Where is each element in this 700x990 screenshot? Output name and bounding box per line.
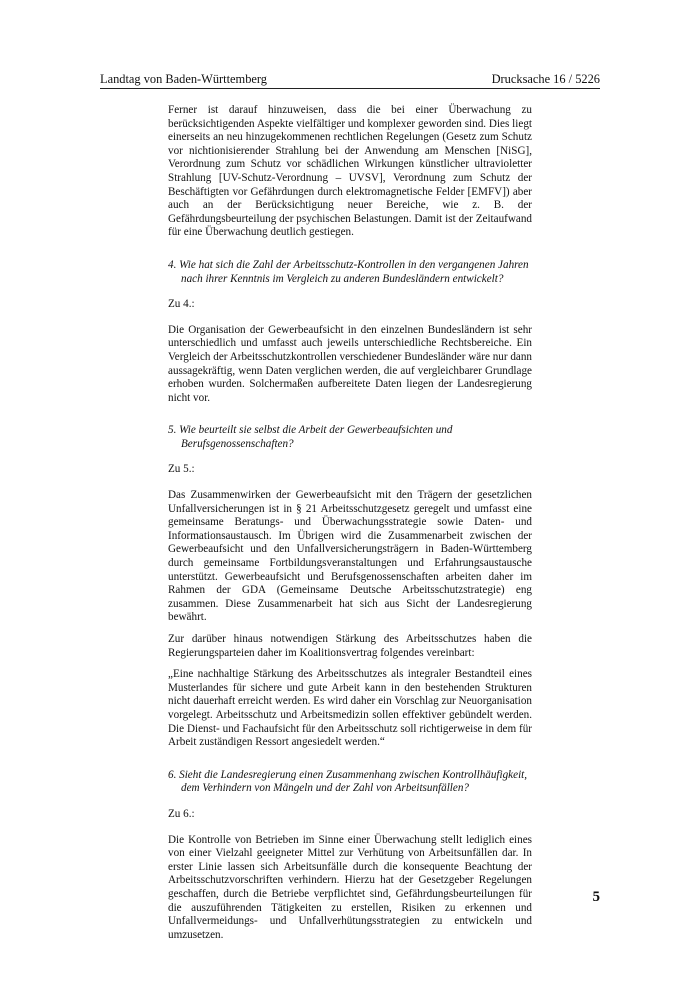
answer-6: Die Kontrolle von Betrieben im Sinne einer Überwachung stellt lediglich eines von einer Vielzahl geeigneter Mittel zur Verhütung von Arbeitsunfällen dar. In erster Linie lassen sich Arbeitsunfälle durch die konsequente Beachtung der Arbeitsschutzvorschriften verhindern. Hierzu hat der Gesetzgeber Regelungen geschaffen, durch die Betriebe verpflichtet sind, Gefährdungsbeurteilungen für die auszuführenden Tätigkeiten zu erstellen, Risiken zu erkennen und Unfallvermeidungs- und Unfallverhütungsstrategien zu entwickeln und umzusetzen. (168, 833, 532, 941)
answer-5-paragraph-1: Das Zusammenwirken der Gewerbeaufsicht mit den Trägern der gesetzlichen Unfallversicherungen ist in § 21 Arbeitsschutzgesetz geregelt und umfasst eine gemeinsame Beratungs- und Überwachungsstrategie sowie Daten- und Informationsaustausch. Im Übrigen wird die Zusammenarbeit zwischen der Gewerbeaufsicht und den Unfallversicherungsträgern in Baden-Württemberg durch gemeinsame Fortbildungsveranstaltungen und Erfahrungsaustausche unterstützt. Gewerbeaufsicht und Berufsgenossenschaften arbeiten daher im Rahmen der GDA (Gemeinsame Deutsche Arbeitsschutzstrategie) eng zusammen. Diese Zusammenarbeit hat sich aus Sicht der Landesregierung bewährt. (168, 489, 532, 624)
question-4: 4. Wie hat sich die Zahl der Arbeitsschutz-Kontrollen in den vergangenen Jahren nach ihrer Kenntnis im Vergleich zu anderen Bundesländern entwickelt? (168, 258, 529, 285)
answer-5-heading: Zu 5.: (168, 463, 195, 476)
answer-5-paragraph-2: Zur darüber hinaus notwendigen Stärkung des Arbeitsschutzes haben die Regierungsparteien daher im Koalitionsvertrag folgendes vereinbart: (168, 633, 532, 659)
page-header (100, 71, 600, 87)
header-parliament: Landtag von Baden-Württemberg (100, 72, 267, 86)
answer-6-heading: Zu 6.: (168, 807, 195, 820)
paragraph-intro: Ferner ist darauf hinzuweisen, dass die bei einer Überwachung zu berücksichtigenden Aspekte vielfältiger und komplexer geworden sind. Dies liegt einerseits an neu hinzugekommenen rechtlichen Regelungen (Gesetz zum Schutz vor nichtionisierender Strahlung bei der Anwendung am Menschen [NiSG], Verordnung zum Schutz vor schädlichen Wirkungen künstlicher ultravioletter Strahlung [UV-Schutz-Verordnung – UVSV], Verordnung zum Schutz der Beschäftigten vor Gefährdungen durch elektromagnetische Felder [EMFV]) aber auch an der Berücksichtigung neuer Bereiche, wie z. B. der Gefährdungsbeurteilung der psychischen Belastungen. Damit ist der Zeitaufwand für eine Überwachung deutlich gestiegen. (168, 104, 532, 239)
answer-5-quote: „Eine nachhaltige Stärkung des Arbeitsschutzes als integraler Bestandteil eines Musterlandes für sichere und gute Arbeit kann in den bestehenden Strukturen nicht dauerhaft erreicht werden. Es wird daher ein Vorschlag zur Neuorganisation vorgelegt. Arbeitsschutz und Arbeitsmedizin sollen effektiver gebündelt werden. Die Dienst- und Fachaufsicht für den Arbeitsschutz soll richtigerweise in dem für Arbeit zuständigen Ressort angesiedelt werden.“ (168, 668, 532, 749)
question-6: 6. Sieht die Landesregierung einen Zusammenhang zwischen Kontrollhäufigkeit, dem Verhindern von Mängeln und der Zahl von Arbeitsunfällen? (168, 768, 528, 795)
header-rule (100, 88, 600, 89)
answer-4-heading: Zu 4.: (168, 298, 195, 311)
header-document-number: Drucksache 16 / 5226 (491, 72, 600, 86)
question-5: 5. Wie beurteilt sie selbst die Arbeit der Gewerbeaufsichten und Berufsgenossenschaften? (168, 424, 453, 450)
answer-4: Die Organisation der Gewerbeaufsicht in den einzelnen Bundesländern ist sehr unterschiedlich und umfasst auch jeweils unterschiedliche Rechtsbereiche. Ein Vergleich der Arbeitsschutzkontrollen verschiedener Bundesländer wäre nur dann aussagekräftig, wenn Daten verglichen werden, die auf vergleichbarer Grundlage erhoben wurden. Solchermaßen aufbereitete Daten liegen der Landesregierung nicht vor. (168, 323, 532, 404)
document-body (168, 104, 532, 942)
page-number: 5 (592, 889, 600, 905)
